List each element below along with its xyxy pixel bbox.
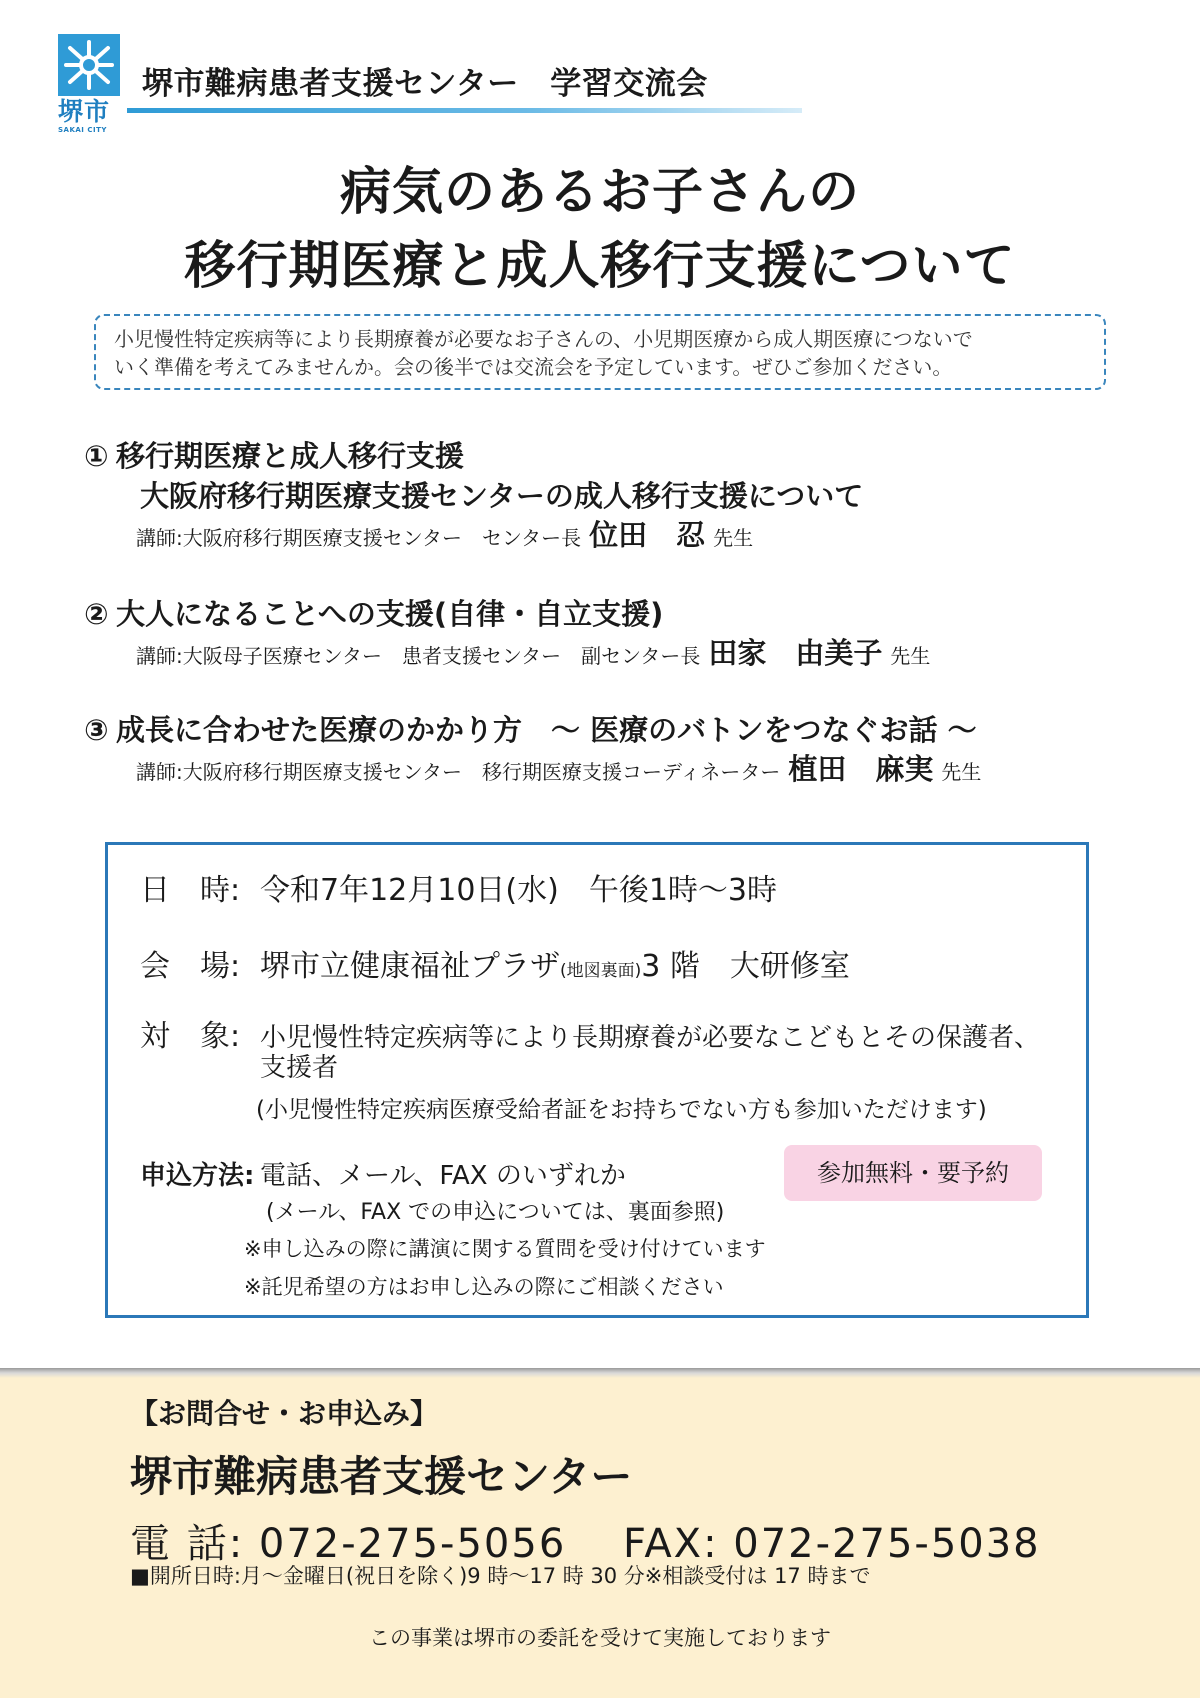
logo-city-text: 堺市	[58, 97, 111, 126]
contact-phone-fax: 電 話: 072-275-5056 FAX: 072-275-5038	[130, 1521, 1041, 1567]
contact-organization: 堺市難病患者支援センター	[130, 1452, 633, 1501]
session-2-honorific: 先生	[890, 644, 931, 668]
commission-note: この事業は堺市の委託を受けて実施しております	[369, 1626, 831, 1650]
target-value-2: 支援者	[260, 1053, 339, 1083]
session-3-honorific: 先生	[941, 760, 982, 784]
session-2-lecturer	[84, 634, 930, 675]
date-row	[140, 865, 777, 909]
session-3-lecturer-label: 講師:大阪府移行期医療支援センター 移行期医療支援コーディネーター	[136, 760, 781, 784]
session-3-number: ③	[84, 713, 109, 747]
session-2-heading	[84, 594, 930, 634]
contact-heading: 【お問合せ・お申込み】	[130, 1397, 439, 1430]
session-1-heading	[84, 436, 863, 476]
venue-room: 3 階 大研修室	[641, 949, 850, 984]
childcare-note: ※託児希望の方はお申し込みの際にご相談ください	[244, 1275, 724, 1299]
session-3-lecturer	[84, 750, 981, 791]
logo-sub-text: SAKAI CITY	[58, 126, 107, 134]
session-1-lecturer	[84, 516, 863, 557]
session-1-honorific: 先生	[713, 526, 754, 550]
apply-row	[140, 1155, 626, 1192]
session-2-title: 大人になることへの支援(自律・自立支援)	[116, 597, 664, 631]
session-1-lecturer-label: 講師:大阪府移行期医療支援センター センター長	[136, 526, 582, 550]
session-2-number: ②	[84, 597, 109, 631]
header-title: 堺市難病患者支援センター 学習交流会	[142, 66, 708, 102]
date-value: 令和7年12月10日(水) 午後1時～3時	[260, 873, 778, 908]
session-1	[84, 436, 863, 557]
question-note: ※申し込みの際に講演に関する質問を受け付けています	[244, 1237, 766, 1261]
venue-row	[140, 941, 850, 985]
date-label: 日 時:	[140, 873, 241, 908]
main-title-line2: 移行期医療と成人移行支援について	[184, 237, 1016, 296]
venue-label: 会 場:	[140, 949, 241, 984]
header-underline	[127, 108, 802, 113]
session-3	[84, 710, 981, 791]
main-title-line1: 病気のあるお子さんの	[339, 163, 860, 222]
intro-line1: 小児慢性特定疾病等により長期療養が必要なお子さんの、小児期医療から成人期医療につないで	[114, 327, 973, 351]
session-3-title: 成長に合わせた医療のかかり方 ～ 医療のバトンをつなぐお話 ～	[116, 713, 977, 747]
apply-note: (メール、FAX での申込については、裏面参照)	[266, 1200, 725, 1225]
session-2-lecturer-name: 田家 由美子	[708, 636, 883, 670]
event-details-box	[105, 842, 1089, 1318]
session-1-subtitle: 大阪府移行期医療支援センターの成人移行支援について	[140, 479, 864, 513]
target-value-1: 小児慢性特定疾病等により長期療養が必要なこどもとその保護者、	[260, 1023, 1041, 1053]
apply-label: 申込方法:	[140, 1161, 255, 1191]
opening-hours: ■開所日時:月～金曜日(祝日を除く)9 時～17 時 30 分※相談受付は 17 時まで	[130, 1564, 871, 1588]
target-label: 対 象:	[140, 1019, 241, 1054]
intro-box	[94, 314, 1106, 390]
session-3-lecturer-name: 植田 麻実	[788, 752, 934, 786]
session-3-heading	[84, 710, 981, 750]
session-2	[84, 594, 930, 675]
free-reservation-badge: 参加無料・要予約	[784, 1145, 1042, 1201]
footer-divider	[0, 1368, 1200, 1378]
session-1-title: 移行期医療と成人移行支援	[116, 439, 465, 473]
target-note: (小児慢性特定疾病医療受給者証をお持ちでない方も参加いただけます)	[256, 1097, 987, 1123]
venue-map-note: (地図裏面)	[560, 961, 642, 981]
session-2-lecturer-label: 講師:大阪母子医療センター 患者支援センター 副センター長	[136, 644, 701, 668]
apply-value: 電話、メール、FAX のいずれか	[260, 1161, 626, 1191]
venue-value: 堺市立健康福祉プラザ	[260, 949, 560, 984]
session-1-number: ①	[84, 439, 109, 473]
intro-line2: いく準備を考えてみませんか。会の後半では交流会を予定しています。ぜひご参加ください。	[114, 355, 953, 379]
sakai-city-emblem-icon	[58, 34, 120, 96]
sakai-city-logo	[58, 34, 120, 134]
session-1-lecturer-name: 位田 忍	[589, 518, 706, 552]
